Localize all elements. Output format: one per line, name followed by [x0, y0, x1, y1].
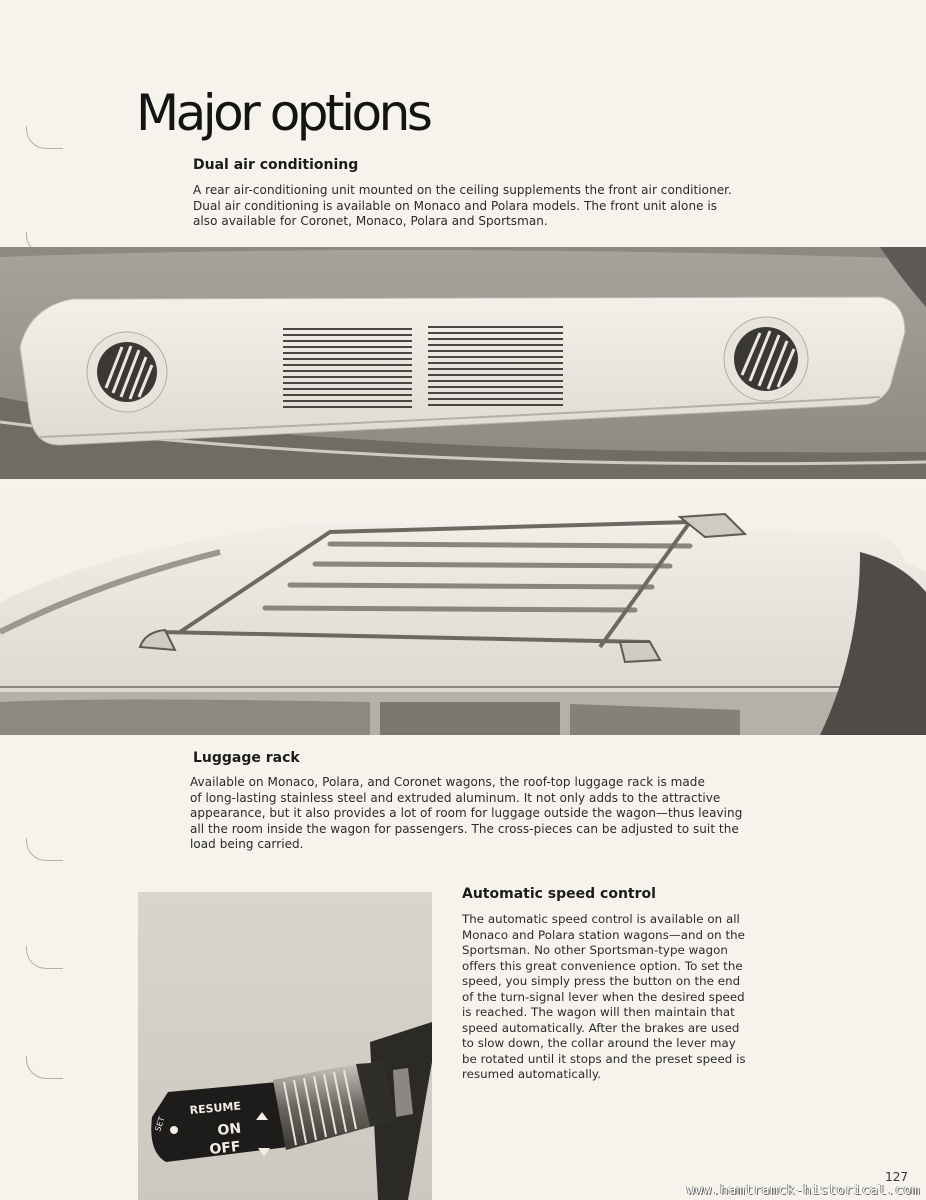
- text-line: A rear air-conditioning unit mounted on the ceiling supplements the front air conditioner.: [193, 183, 732, 197]
- dual-air-heading: Dual air conditioning: [193, 157, 359, 173]
- binder-mark: [26, 838, 63, 861]
- air-conditioner-photo: [0, 247, 926, 479]
- luggage-rack-photo: [0, 492, 926, 735]
- text-line: of the turn-signal lever when the desired speed: [462, 989, 745, 1004]
- text-line: to slow down, the collar around the lever may: [462, 1036, 736, 1050]
- lever-off-label: OFF: [208, 1138, 242, 1158]
- text-line: Monaco and Polara station wagons—and on the: [462, 927, 745, 942]
- page-title: Major options: [136, 84, 430, 142]
- page-number: 127: [885, 1170, 908, 1184]
- binder-mark: [26, 1056, 63, 1079]
- text-line: all the room inside the wagon for passengers. The cross-pieces can be adjusted to suit the: [190, 821, 739, 836]
- speed-control-photo: [138, 892, 432, 1200]
- left-vent: [87, 332, 167, 412]
- text-line: offers this great convenience option. To set the: [462, 958, 743, 973]
- right-vent: [724, 317, 808, 401]
- text-line: resumed automatically.: [462, 1067, 602, 1081]
- text-line: speed, you simply press the button on the end: [462, 974, 741, 988]
- text-line: appearance, but it also provides a lot of room for luggage outside the wagon—thus leaving: [190, 806, 743, 820]
- text-line: is reached. The wagon will then maintain that: [462, 1005, 735, 1019]
- text-line: be rotated until it stops and the preset speed is: [462, 1051, 746, 1066]
- text-line: Available on Monaco, Polara, and Coronet wagons, the roof-top luggage rack is made: [190, 775, 705, 789]
- speed-control-text: [462, 912, 780, 1083]
- luggage-rack-heading: Luggage rack: [193, 750, 300, 766]
- dual-air-text: [193, 183, 755, 230]
- text-line: of long-lasting stainless steel and extruded aluminum. It not only adds to the attractive: [190, 790, 721, 805]
- binder-mark: [26, 946, 63, 969]
- lever-set-label: SET: [153, 1115, 167, 1133]
- text-line: The automatic speed control is available on all: [462, 912, 740, 926]
- lever-resume-label: RESUME: [189, 1099, 242, 1117]
- text-line: Dual air conditioning is available on Monaco and Polara models. The front unit alone is: [193, 198, 718, 213]
- luggage-rack-text: [190, 775, 755, 853]
- binder-mark: [26, 126, 63, 149]
- lever-on-label: ON: [216, 1120, 242, 1139]
- text-line: also available for Coronet, Monaco, Polara and Sportsman.: [193, 214, 548, 228]
- text-line: Sportsman. No other Sportsman-type wagon: [462, 943, 728, 957]
- watermark: www.hamtramck-historical.com: [686, 1183, 920, 1198]
- text-line: load being carried.: [190, 837, 304, 851]
- speed-control-heading: Automatic speed control: [462, 886, 656, 902]
- text-line: speed automatically. After the brakes are used: [462, 1020, 740, 1035]
